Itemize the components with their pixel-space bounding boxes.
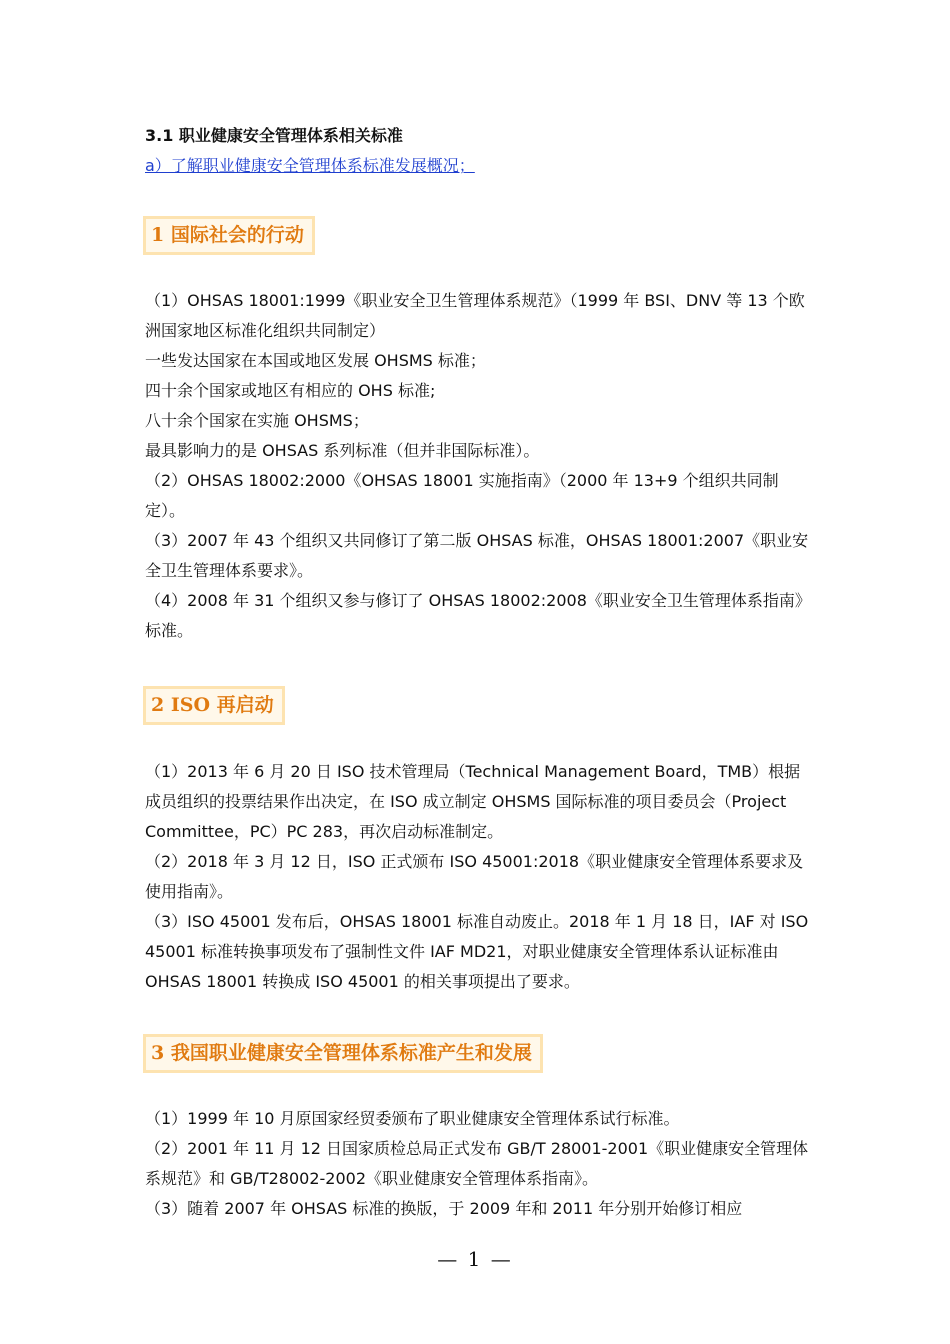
paragraph: （2）OHSAS 18002:2000《OHSAS 18001 实施指南》（2000 年 13+9 个组织共同制定）。 [145,471,779,520]
part-2-heading: 2 ISO 再启动 [143,686,285,725]
part-3-heading: 3 我国职业健康安全管理体系标准产生和发展 [143,1034,543,1073]
paragraph: 八十余个国家在实施 OHSMS； [145,411,369,430]
part-1-body [145,286,810,646]
paragraph: （4）2008 年 31 个组织又参与修订了 OHSAS 18002:2008《职业安全卫生管理体系指南》标准。 [145,591,803,640]
part-2-body [145,757,810,997]
paragraph: （2）2001 年 11 月 12 日国家质检总局正式发布 GB/T 28001-2001《职业健康安全管理体系规范》和 GB/T28002-2002《职业健康安全管理体系指南》。 [145,1139,809,1188]
paragraph: （1）1999 年 10 月原国家经贸委颁布了职业健康安全管理体系试行标准。 [145,1109,680,1128]
part-1-heading: 1 国际社会的行动 [143,216,315,255]
paragraph: 最具影响力的是 OHSAS 系列标准（但并非国际标准）。 [145,441,540,460]
paragraph: 四十余个国家或地区有相应的 OHS 标准; [145,381,436,400]
paragraph: （3）2007 年 43 个组织又共同修订了第二版 OHSAS 标准，OHSAS 18001:2007《职业安全卫生管理体系要求》。 [145,531,809,580]
paragraph: （2）2018 年 3 月 12 日，ISO 正式颁布 ISO 45001:2018《职业健康安全管理体系要求及使用指南》。 [145,852,804,901]
paragraph: 一些发达国家在本国或地区发展 OHSMS 标准； [145,351,486,370]
section-link[interactable]: a）了解职业健康安全管理体系标准发展概况； [145,156,475,175]
page-number: — 1 — [437,1247,513,1271]
paragraph: （1）2013 年 6 月 20 日 ISO 技术管理局（Technical Management Board，TMB）根据成员组织的投票结果作出决定，在 ISO 成立制定 OHSMS 国际标准的项目委员会（Project Committee，PC）PC 283，再次启动标准制定。 [145,762,801,841]
section-title: 3.1 职业健康安全管理体系相关标准 [145,126,403,145]
paragraph: （1）OHSAS 18001:1999《职业安全卫生管理体系规范》（1999 年 BSI、DNV 等 13 个欧洲国家地区标准化组织共同制定） [145,291,805,340]
paragraph: （3）ISO 45001 发布后，OHSAS 18001 标准自动废止。2018 年 1 月 18 日，IAF 对 ISO 45001 标准转换事项发布了强制性文件 IAF MD21，对职业健康安全管理体系认证标准由 OHSAS 18001 转换成 ISO 45001 的相关事项提出了要求。 [145,912,809,991]
part-3-body [145,1104,810,1224]
paragraph: （3）随着 2007 年 OHSAS 标准的换版，于 2009 年和 2011 年分别开始修订相应 [145,1199,743,1218]
